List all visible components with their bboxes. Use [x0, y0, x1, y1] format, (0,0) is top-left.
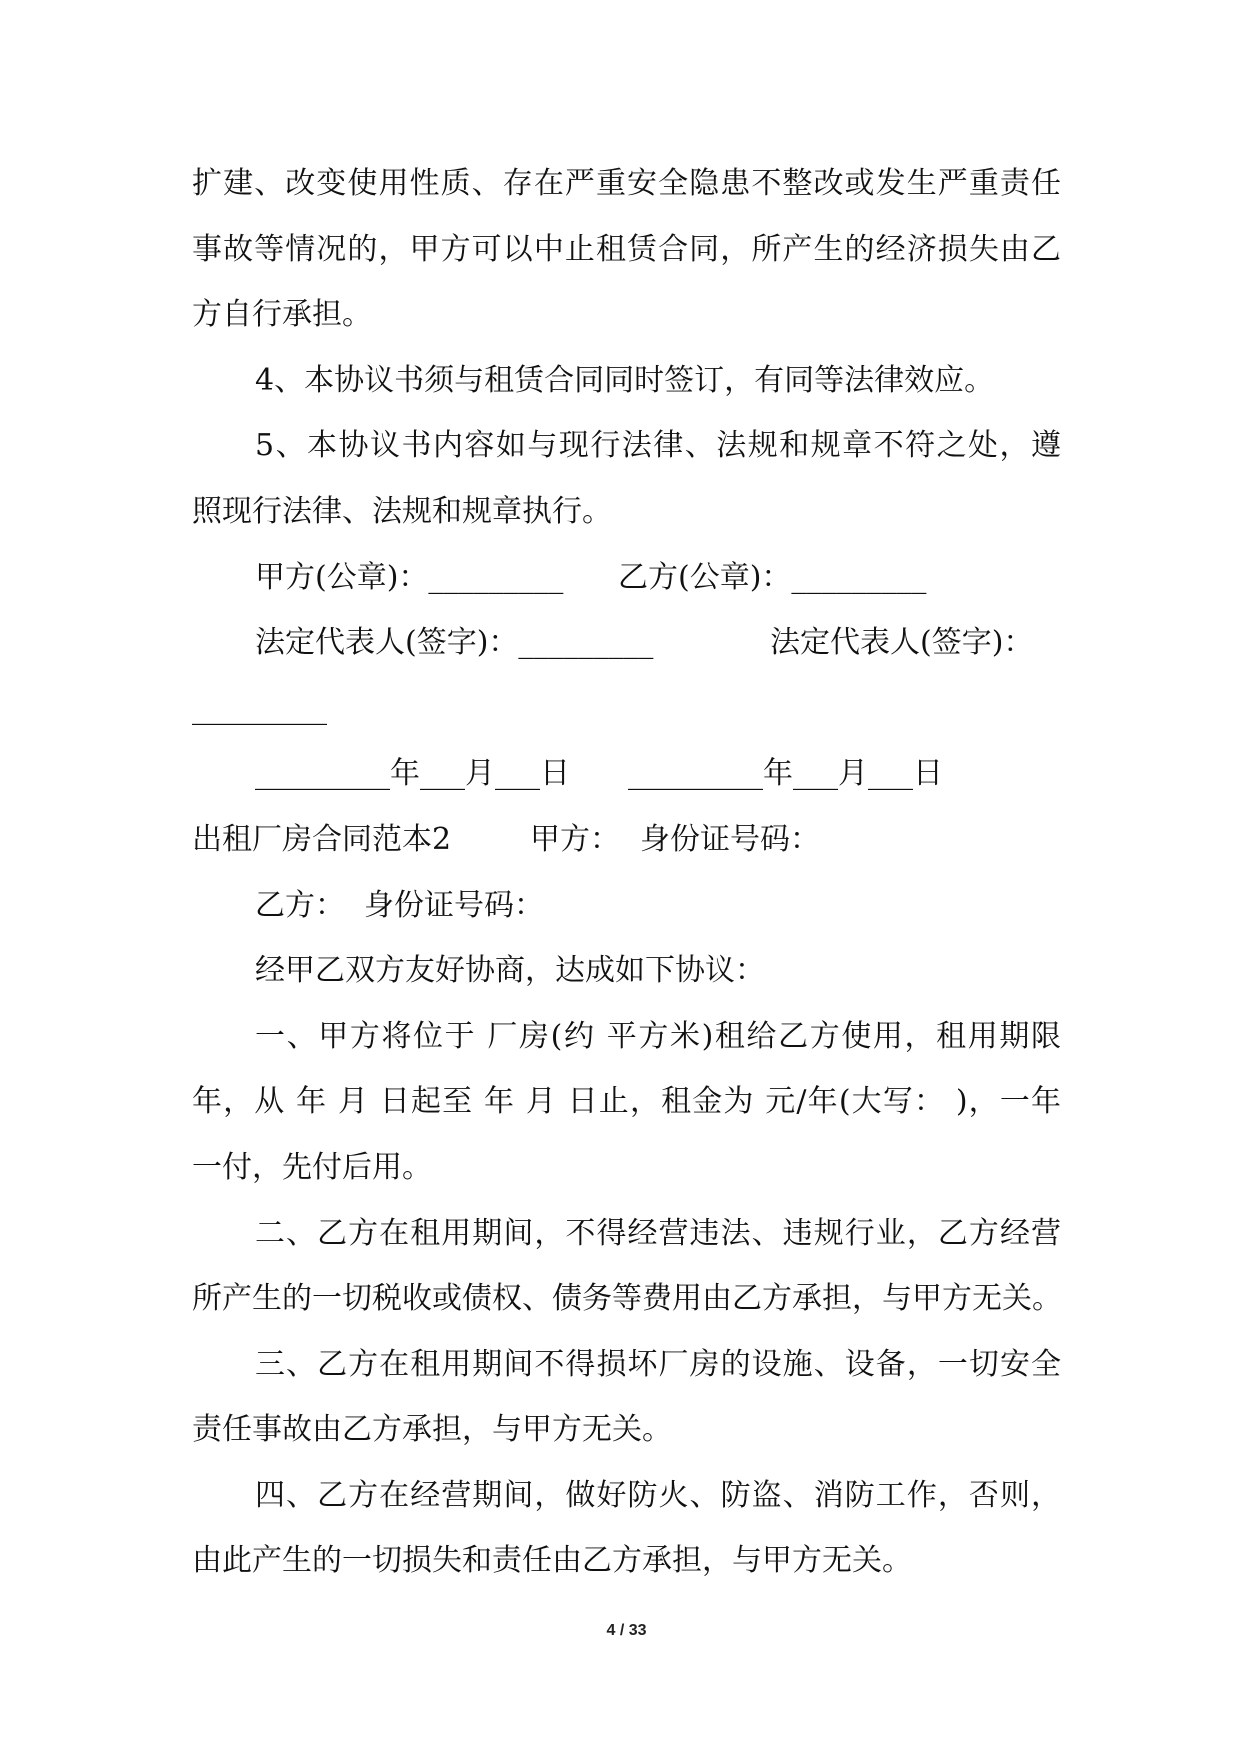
party-a-date: _________年___月___日 — [255, 756, 570, 792]
paragraph-line: 一付，先付后用。 — [192, 1149, 432, 1185]
clause-5: 5、本协议书内容如与现行法律、法规和规章不符之处，遵 — [255, 428, 1061, 464]
clause-four: 四、乙方在经营期间，做好防火、防盗、消防工作，否则， — [255, 1477, 1061, 1513]
party-a-representative: 法定代表人(签字)：_________ — [255, 625, 654, 661]
party-b-seal: 乙方(公章)：_________ — [618, 559, 927, 595]
party-a-label: 甲方： — [530, 821, 620, 857]
paragraph-line: 事故等情况的，甲方可以中止租赁合同，所产生的经济损失由乙 — [192, 231, 1061, 267]
paragraph-line: 由此产生的一切损失和责任由乙方承担，与甲方无关。 — [192, 1543, 912, 1579]
party-b-label: 乙方： — [255, 887, 345, 923]
party-a-id-label: 身份证号码： — [640, 821, 820, 857]
contract-heading-line — [192, 807, 1061, 873]
paragraph-line: 扩建、改变使用性质、存在严重安全隐患不整改或发生严重责任 — [192, 166, 1061, 201]
contract-title: 出租厂房合同范本2 — [192, 821, 452, 857]
clause-4: 4、本协议书须与租赁合同同时签订，有同等法律效应。 — [255, 362, 995, 398]
party-b-representative-blank: _________ — [192, 690, 327, 726]
party-b-date: _________年___月___日 — [628, 756, 943, 792]
party-b-representative: 法定代表人(签字)： — [770, 625, 1034, 661]
clause-one: 一、甲方将位于 厂房(约 平方米)租给乙方使用，租用期限 — [255, 1018, 1061, 1054]
clause-two: 二、乙方在租用期间，不得经营违法、违规行业，乙方经营 — [255, 1215, 1061, 1251]
paragraph-line: 年，从 年 月 日起至 年 月 日止，租金为 元/年(大写： )，一年 — [192, 1084, 1061, 1120]
paragraph-line: 责任事故由乙方承担，与甲方无关。 — [192, 1412, 672, 1448]
representative-line — [192, 610, 1061, 676]
party-b-id-label: 身份证号码： — [364, 887, 544, 923]
seal-line — [192, 545, 1061, 611]
paragraph-line: 照现行法律、法规和规章执行。 — [192, 493, 612, 529]
date-line — [192, 741, 1061, 807]
agreement-intro: 经甲乙双方友好协商，达成如下协议： — [255, 953, 765, 989]
paragraph-line: 所产生的一切税收或债权、债务等费用由乙方承担，与甲方无关。 — [192, 1281, 1061, 1317]
representative-blank-line — [192, 676, 1061, 742]
paragraph-line: 方自行承担。 — [192, 297, 372, 333]
page-number: 4 / 33 — [606, 1622, 647, 1639]
party-b-line — [192, 873, 1061, 939]
document-body — [192, 151, 1061, 1594]
clause-three: 三、乙方在租用期间不得损坏厂房的设施、设备，一切安全 — [255, 1346, 1061, 1382]
party-a-seal: 甲方(公章)：_________ — [255, 559, 564, 595]
